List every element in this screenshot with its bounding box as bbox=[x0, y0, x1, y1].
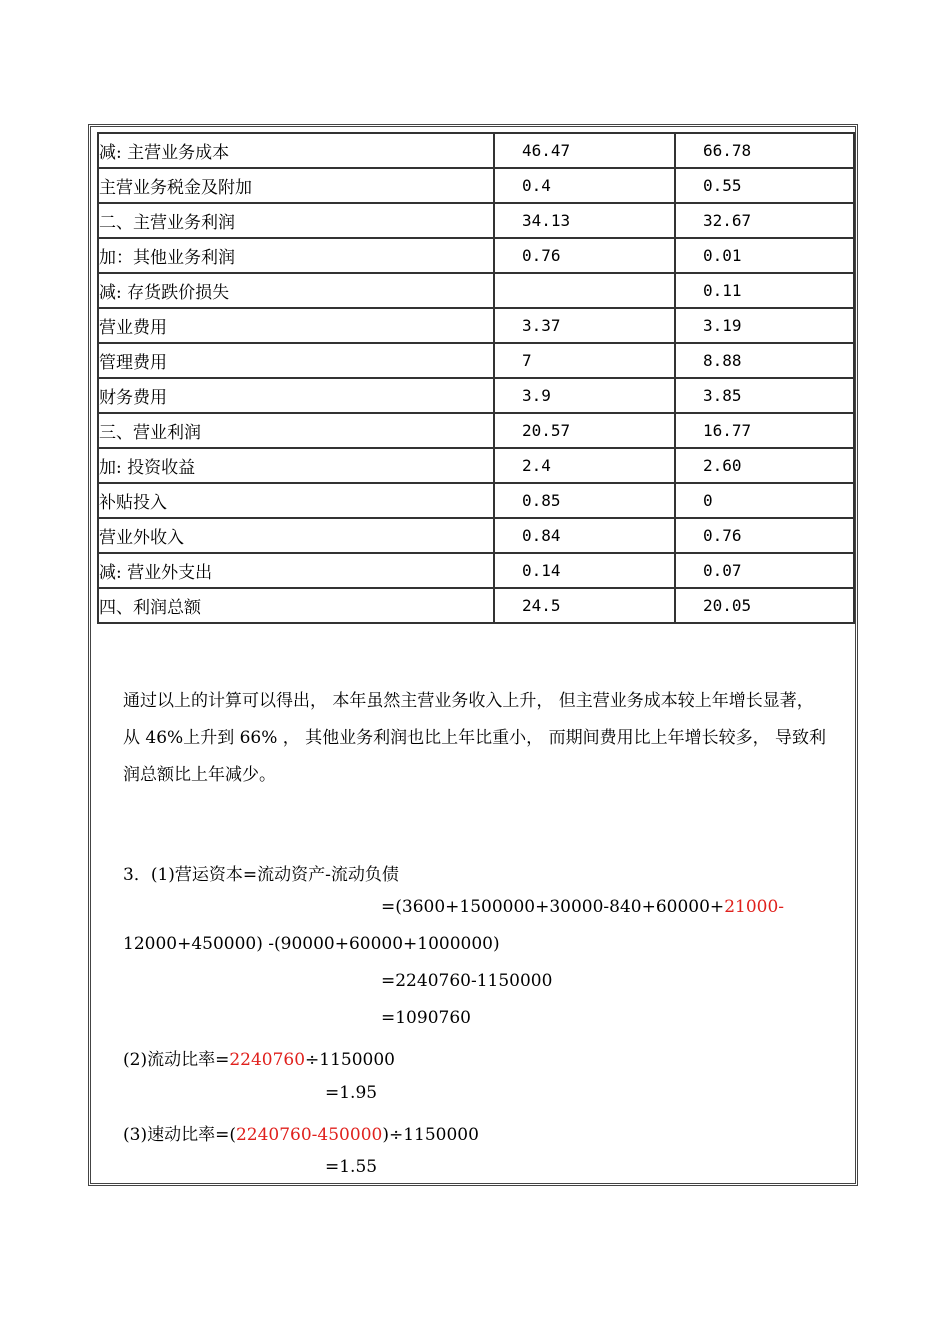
row-label: 三、营业利润 bbox=[98, 413, 494, 448]
table-row bbox=[98, 133, 854, 168]
row-value-current bbox=[494, 273, 675, 308]
working-capital-formula: 3．(1)营运资本=流动资产-流动负债 bbox=[123, 865, 399, 885]
row-value-previous: 0 bbox=[675, 483, 854, 518]
row-value-current: 2.4 bbox=[494, 448, 675, 483]
working-capital-result: =1090760 bbox=[381, 1008, 471, 1028]
row-value-current: 3.9 bbox=[494, 378, 675, 413]
row-value-previous: 0.11 bbox=[675, 273, 854, 308]
table-row bbox=[98, 273, 854, 308]
row-label: 财务费用 bbox=[98, 378, 494, 413]
table-row bbox=[98, 553, 854, 588]
table-row bbox=[98, 483, 854, 518]
row-label: 管理费用 bbox=[98, 343, 494, 378]
row-label: 减: 存货跌价损失 bbox=[98, 273, 494, 308]
row-value-previous: 0.01 bbox=[675, 238, 854, 273]
row-value-previous: 8.88 bbox=[675, 343, 854, 378]
row-label: 营业费用 bbox=[98, 308, 494, 343]
table-row bbox=[98, 448, 854, 483]
row-value-current: 0.84 bbox=[494, 518, 675, 553]
row-value-previous: 32.67 bbox=[675, 203, 854, 238]
row-label: 补贴投入 bbox=[98, 483, 494, 518]
quick-ratio-result: =1.55 bbox=[325, 1157, 378, 1177]
row-value-previous: 0.76 bbox=[675, 518, 854, 553]
row-value-current: 0.76 bbox=[494, 238, 675, 273]
current-ratio-formula: (2)流动比率=2240760÷1150000 bbox=[123, 1050, 396, 1070]
table-row bbox=[98, 518, 854, 553]
row-label: 减: 主营业务成本 bbox=[98, 133, 494, 168]
quick-ratio-formula: (3)速动比率=(2240760-450000)÷1150000 bbox=[123, 1125, 479, 1145]
current-ratio-result: =1.95 bbox=[325, 1083, 378, 1103]
row-value-current: 46.47 bbox=[494, 133, 675, 168]
row-value-current: 0.85 bbox=[494, 483, 675, 518]
table-row bbox=[98, 308, 854, 343]
row-label: 二、主营业务利润 bbox=[98, 203, 494, 238]
income-statement-table bbox=[97, 132, 855, 624]
table-row bbox=[98, 413, 854, 448]
row-value-previous: 3.85 bbox=[675, 378, 854, 413]
table-row bbox=[98, 168, 854, 203]
working-capital-step-1: =(3600+1500000+30000-840+60000+21000- bbox=[381, 897, 785, 917]
row-value-current: 7 bbox=[494, 343, 675, 378]
row-label: 加：其他业务利润 bbox=[98, 238, 494, 273]
row-label: 营业外收入 bbox=[98, 518, 494, 553]
row-value-previous: 16.77 bbox=[675, 413, 854, 448]
table-row bbox=[98, 203, 854, 238]
row-value-previous: 20.05 bbox=[675, 588, 854, 623]
row-value-previous: 66.78 bbox=[675, 133, 854, 168]
table-row bbox=[98, 378, 854, 413]
conclusion-paragraph: 通过以上的计算可以得出， 本年虽然主营业务收入上升， 但主营业务成本较上年增长显著， 从 46%上升到 66% ， 其他业务利润也比上年比重小， 而期间费用比上年增长较多， 导致利润总额比上年减少。 bbox=[123, 691, 826, 785]
row-label: 减: 营业外支出 bbox=[98, 553, 494, 588]
row-value-current: 20.57 bbox=[494, 413, 675, 448]
row-value-previous: 0.07 bbox=[675, 553, 854, 588]
table-row bbox=[98, 238, 854, 273]
row-value-current: 24.5 bbox=[494, 588, 675, 623]
row-value-previous: 3.19 bbox=[675, 308, 854, 343]
working-capital-step-3: =2240760-1150000 bbox=[381, 971, 553, 991]
row-value-previous: 0.55 bbox=[675, 168, 854, 203]
row-value-previous: 2.60 bbox=[675, 448, 854, 483]
table-row bbox=[98, 588, 854, 623]
row-value-current: 0.14 bbox=[494, 553, 675, 588]
row-label: 加: 投资收益 bbox=[98, 448, 494, 483]
row-label: 主营业务税金及附加 bbox=[98, 168, 494, 203]
row-label: 四、利润总额 bbox=[98, 588, 494, 623]
row-value-current: 34.13 bbox=[494, 203, 675, 238]
table-row bbox=[98, 343, 854, 378]
row-value-current: 0.4 bbox=[494, 168, 675, 203]
working-capital-step-2: 12000+450000) -(90000+60000+1000000) bbox=[123, 934, 500, 954]
row-value-current: 3.37 bbox=[494, 308, 675, 343]
